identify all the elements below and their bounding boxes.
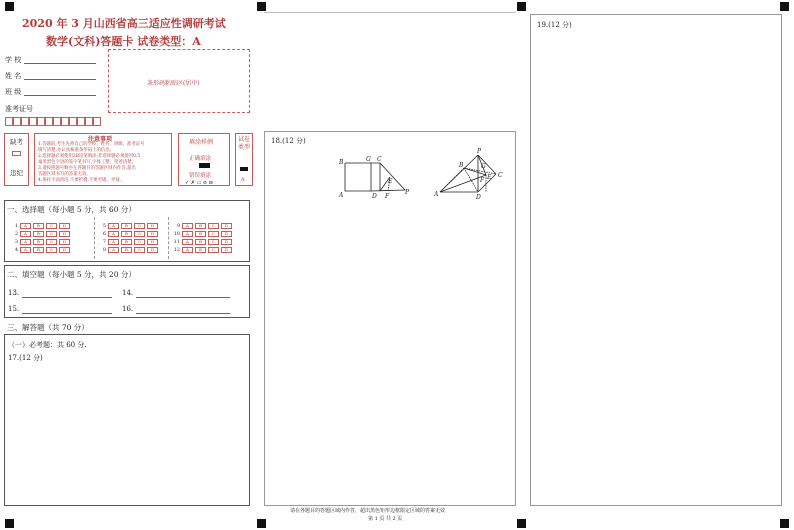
exam-title: 2020 年 3 月山西省高三适应性调研考试 (22, 17, 226, 30)
wrong-fill-samples (185, 180, 213, 186)
mc-option-bubble[interactable]: C (134, 231, 145, 237)
fig2-label: E (487, 174, 492, 181)
mc-question-row (172, 239, 232, 245)
mc-option-bubble[interactable]: D (221, 239, 232, 245)
mc-question-row (10, 239, 70, 245)
wrong-fill-dash: ⊟ (208, 180, 213, 186)
fig1-label: A (339, 192, 344, 199)
notes-line: 1.答题前,考生先将自己的学校、姓名、班级、准考证号 (38, 142, 145, 147)
exam-id-cell[interactable] (45, 117, 53, 126)
mc-option-bubble[interactable]: C (46, 231, 57, 237)
mc-question-number: 5 (102, 223, 106, 229)
fig2-label: A (434, 191, 439, 198)
q18-figure-solid (434, 148, 514, 201)
mc-option-bubble[interactable]: C (208, 231, 219, 237)
alignment-marker (517, 2, 526, 11)
notes-text (38, 142, 145, 184)
barcode-area-label: 条形码粘贴区(居中) (147, 80, 200, 87)
q19-label: 19.(12 分) (537, 21, 572, 29)
wrong-fill-cross: ✗ (190, 180, 195, 186)
footer-notice: 请在各题目的答题区域内作答，超出黑色矩形边框限定区域的答案无效 (290, 508, 446, 514)
mc-option-bubble[interactable]: B (195, 231, 206, 237)
mc-question-number: 7 (102, 239, 106, 245)
school-label: 学 校 (5, 56, 22, 64)
wrong-fill-half: ▭ (196, 180, 202, 186)
mc-question-row (98, 239, 158, 245)
fig2-label: P (477, 148, 482, 155)
mc-option-bubble[interactable]: D (147, 223, 158, 229)
q14-label: 14. (122, 289, 134, 297)
mc-question-row (172, 247, 232, 253)
q18-label: 18.(12 分) (271, 137, 306, 145)
mc-question-number: 11 (173, 239, 180, 245)
q13-label: 13. (8, 289, 20, 297)
fig1-label: C (377, 156, 382, 163)
mc-divider (94, 217, 95, 259)
exam-id-cell[interactable] (13, 117, 21, 126)
exam-id-cell[interactable] (21, 117, 29, 126)
mc-option-bubble[interactable]: A (182, 239, 193, 245)
paper-type-option: A (241, 177, 245, 183)
answer-sheet-subtitle: 数学(文科)答题卡 试卷类型：A (46, 35, 201, 48)
alignment-marker (5, 519, 14, 528)
mc-option-bubble[interactable]: B (121, 247, 132, 253)
absent-label: 缺考 (10, 138, 23, 146)
exam-id-cell[interactable] (93, 117, 101, 126)
mc-option-bubble[interactable]: D (59, 239, 70, 245)
mc-option-bubble[interactable]: B (33, 223, 44, 229)
mc-question-number: 1 (14, 223, 18, 229)
notes-line: 填写清楚,并认真核准条形码上的信息。 (38, 147, 115, 153)
mc-option-bubble[interactable]: A (108, 231, 119, 237)
mc-option-bubble[interactable]: A (108, 239, 119, 245)
exam-id-cell[interactable] (77, 117, 85, 126)
q15-label: 15. (8, 305, 20, 313)
mc-option-bubble[interactable]: C (208, 223, 219, 229)
fig2-label: C (498, 172, 503, 179)
fig2-label: B (459, 162, 464, 169)
q15-answer-line[interactable] (22, 313, 112, 314)
school-field[interactable] (24, 63, 96, 64)
mc-option-bubble[interactable]: D (221, 223, 232, 229)
exam-id-cell[interactable] (53, 117, 61, 126)
class-label: 班 级 (5, 88, 22, 96)
mc-option-bubble[interactable]: A (20, 223, 31, 229)
fig1-label: B (339, 159, 344, 166)
fig1-label: F (385, 193, 390, 200)
alignment-marker (5, 2, 14, 11)
mc-question-number: 3 (14, 239, 18, 245)
mc-option-bubble[interactable]: A (108, 223, 119, 229)
wrong-fill-label: 错误填涂 (189, 173, 212, 179)
mc-question-number: 8 (102, 247, 106, 253)
mc-question-number: 4 (14, 247, 18, 253)
alignment-marker (257, 519, 266, 528)
mc-question-row (98, 231, 158, 237)
mc-option-bubble[interactable]: B (195, 239, 206, 245)
mc-option-bubble[interactable]: A (108, 247, 119, 253)
mc-option-bubble[interactable]: C (46, 247, 57, 253)
required-questions-note: （一）必考题：共 60 分. (8, 341, 87, 349)
mc-option-bubble[interactable]: A (20, 239, 31, 245)
mc-question-number: 2 (14, 231, 18, 237)
alignment-marker (780, 2, 789, 11)
notes-line: 答题区域书写的答案无效。 (38, 171, 91, 177)
mc-option-bubble[interactable]: D (59, 247, 70, 253)
mc-option-bubble[interactable]: B (121, 239, 132, 245)
footer-page-number: 第 1 页 共 2 页 (368, 516, 403, 522)
mc-option-bubble[interactable]: D (147, 239, 158, 245)
mc-question-row (10, 231, 70, 237)
alignment-marker (780, 519, 789, 528)
mc-option-bubble[interactable]: C (134, 239, 145, 245)
correct-fill-label: 正确填涂 (189, 156, 212, 162)
mc-option-bubble[interactable]: A (20, 231, 31, 237)
mc-option-bubble[interactable]: C (134, 223, 145, 229)
fig2-label: G (481, 163, 486, 170)
fig1-lines (345, 163, 371, 191)
exam-id-cell[interactable] (29, 117, 37, 126)
section-2-heading: 二、填空题（每小题 5 分，共 20 分） (7, 270, 136, 279)
mc-option-bubble[interactable]: D (59, 223, 70, 229)
alignment-marker (517, 519, 526, 528)
mc-option-bubble[interactable]: D (221, 231, 232, 237)
q16-answer-line[interactable] (136, 313, 230, 314)
mc-option-bubble[interactable]: A (182, 231, 193, 237)
mc-option-bubble[interactable]: A (20, 247, 31, 253)
mc-option-bubble[interactable]: A (182, 247, 193, 253)
mc-option-bubble[interactable]: D (147, 247, 158, 253)
q14-answer-line[interactable] (136, 297, 230, 298)
q17-label: 17.(12 分) (8, 354, 43, 362)
middle-column-top-rule (264, 12, 516, 13)
mc-option-bubble[interactable]: C (46, 239, 57, 245)
exam-id-cell[interactable] (85, 117, 93, 126)
paper-type-mark[interactable] (240, 167, 248, 171)
notes-title: 注意事项 (88, 136, 113, 143)
mc-question-row (172, 223, 232, 229)
mc-option-bubble[interactable]: B (33, 247, 44, 253)
q18-figure-planar (336, 152, 426, 200)
mc-question-number: 9 (176, 223, 180, 229)
mc-option-bubble[interactable]: D (59, 231, 70, 237)
fig2-label: D (476, 194, 481, 201)
mc-option-bubble[interactable]: C (208, 239, 219, 245)
notes-line: 毫米黑色字迹的签字笔书写,字体工整、笔迹清楚。 (38, 159, 136, 165)
q16-label: 16. (122, 305, 134, 313)
mc-question-row (172, 231, 232, 237)
mc-divider (168, 217, 169, 259)
q19-answer-area[interactable] (530, 14, 782, 506)
name-field[interactable] (24, 79, 96, 80)
mc-option-bubble[interactable]: A (182, 223, 193, 229)
mc-option-bubble[interactable]: B (195, 223, 206, 229)
mc-option-bubble[interactable]: B (121, 231, 132, 237)
mc-option-bubble[interactable]: C (46, 223, 57, 229)
wrong-fill-tick: ✓ (185, 180, 190, 186)
mc-question-row (10, 247, 70, 253)
exam-id-label: 准考证号 (5, 105, 33, 113)
exam-id-cell[interactable] (5, 117, 13, 126)
fig1-label: G (366, 156, 371, 163)
mc-option-bubble[interactable]: B (121, 223, 132, 229)
notes-line: 4.保持卡面清洁,不要折叠,不要弄破、弄皱。 (38, 177, 125, 183)
fill-example-title: 填涂样例 (189, 139, 214, 146)
fig1-lines (371, 163, 405, 191)
mc-option-bubble[interactable]: C (134, 247, 145, 253)
correct-fill-sample (199, 163, 210, 168)
exam-id-cell[interactable] (37, 117, 45, 126)
fig1-label: D (372, 193, 377, 200)
mc-option-bubble[interactable]: C (208, 247, 219, 253)
name-label: 姓 名 (5, 72, 22, 80)
fig1-label: E (388, 178, 393, 185)
mc-option-bubble[interactable]: B (33, 231, 44, 237)
section-1-heading: 一、选择题（每小题 5 分，共 60 分） (7, 205, 136, 214)
fig2-label: F (480, 177, 485, 184)
exam-id-cell[interactable] (61, 117, 69, 126)
mc-question-row (98, 247, 158, 253)
mc-question-number: 10 (173, 231, 180, 237)
mc-question-row (10, 223, 70, 229)
section-3-heading: 三、解答题（共 70 分） (7, 323, 89, 332)
notes-line: 2.选择题必须使用2B铅笔填涂;非选择题必须使用0.5 (38, 153, 141, 159)
mc-option-bubble[interactable]: B (195, 247, 206, 253)
mc-question-number: 12 (173, 247, 180, 253)
exam-id-cell[interactable] (69, 117, 77, 126)
mc-question-number: 6 (102, 231, 106, 237)
violation-label: 违纪 (10, 169, 23, 177)
mc-option-bubble[interactable]: D (147, 231, 158, 237)
notes-line: 3.请按照题号顺序在各题目的答题区域内作答,超出 (38, 165, 136, 171)
absent-mark[interactable] (12, 151, 21, 156)
q13-answer-line[interactable] (22, 297, 112, 298)
mc-option-bubble[interactable]: D (221, 247, 232, 253)
mc-question-row (98, 223, 158, 229)
alignment-marker (257, 2, 266, 11)
fig1-label: P (405, 189, 410, 196)
mc-option-bubble[interactable]: B (33, 239, 44, 245)
paper-type-label: 试卷类型 (238, 136, 251, 151)
wrong-fill-slash: ⊘ (202, 180, 208, 186)
class-field[interactable] (24, 95, 96, 96)
